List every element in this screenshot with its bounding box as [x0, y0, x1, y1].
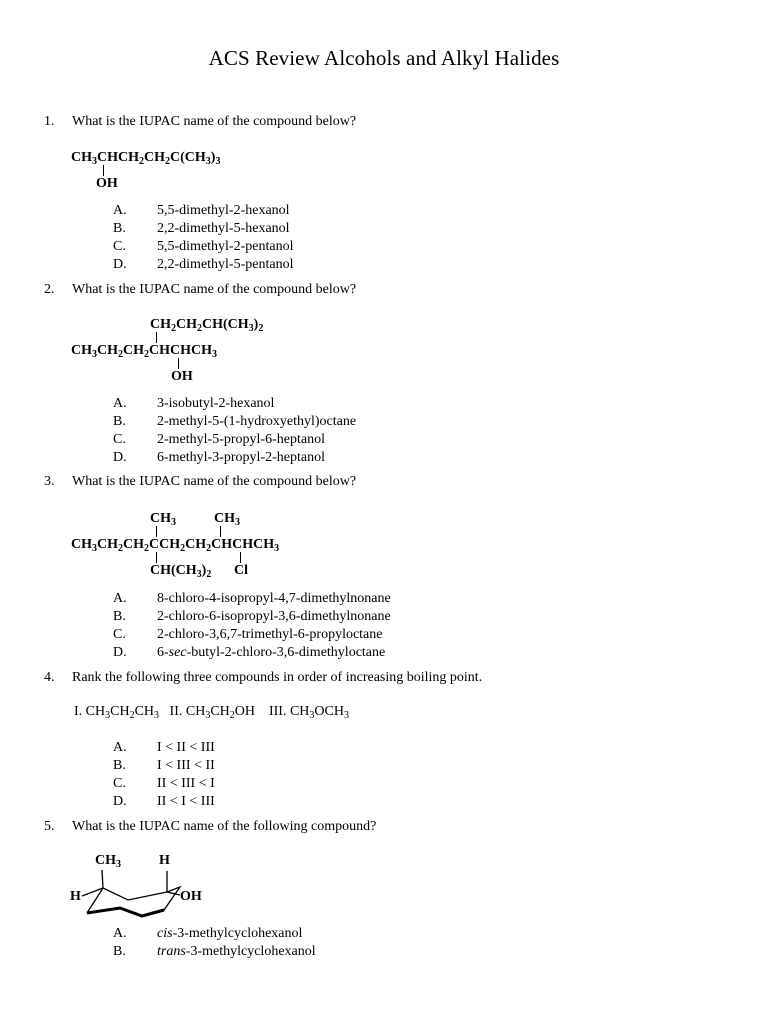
bond-line: [156, 552, 157, 563]
question-number: 5.: [44, 819, 55, 834]
compound-list: I. $CH_3CH_2CH_3$ II. $CH_3CH_2OH$ III. $CH_3OCH_3$: [74, 704, 349, 721]
ring-h-top-label: H: [159, 853, 170, 868]
structure-substituent: OH: [96, 176, 118, 191]
structure-methyl-1: $CH_3$: [150, 511, 176, 528]
bond-line: [156, 526, 157, 537]
question-number: 1.: [44, 114, 55, 129]
question-number: 3.: [44, 474, 55, 489]
structure-substituent: OH: [171, 369, 193, 384]
question-number: 4.: [44, 670, 55, 685]
ring-methyl-label: $CH_3$: [95, 853, 121, 870]
bond-line: [103, 165, 104, 176]
structure-main-chain: $CH_3CH_2CH_2CHCHCH_3$: [71, 343, 217, 360]
structure-chloro: Cl: [234, 563, 248, 578]
question-text: What is the IUPAC name of the following compound?: [72, 819, 377, 834]
question-number: 2.: [44, 282, 55, 297]
question-text: What is the IUPAC name of the compound below?: [72, 114, 357, 129]
bond-line: [156, 332, 157, 343]
bond-line: [220, 526, 221, 537]
ring-h-left-label: H: [70, 889, 81, 904]
question-text: What is the IUPAC name of the compound below?: [72, 282, 357, 297]
structure-top-chain: $CH_2CH_2CH(CH_3)_2$: [150, 317, 264, 334]
structure-main-chain: $CH_3CH_2CH_2CCH_2CH_2CHCHCH_3$: [71, 537, 280, 554]
question-text: What is the IUPAC name of the compound below?: [72, 474, 357, 489]
page-title: ACS Review Alcohols and Alkyl Halides: [208, 46, 560, 70]
structure-methyl-2: $CH_3$: [214, 511, 240, 528]
ring-oh-label: OH: [180, 889, 202, 904]
question-text: Rank the following three compounds in order of increasing boiling point.: [72, 670, 483, 685]
structure-isopropyl: $CH(CH_3)_2$: [150, 563, 212, 580]
structure-main-chain: $CH_3CHCH_2CH_2C(CH_3)_3$: [71, 150, 221, 167]
bond-line: [240, 552, 241, 563]
bond-line: [178, 358, 179, 369]
